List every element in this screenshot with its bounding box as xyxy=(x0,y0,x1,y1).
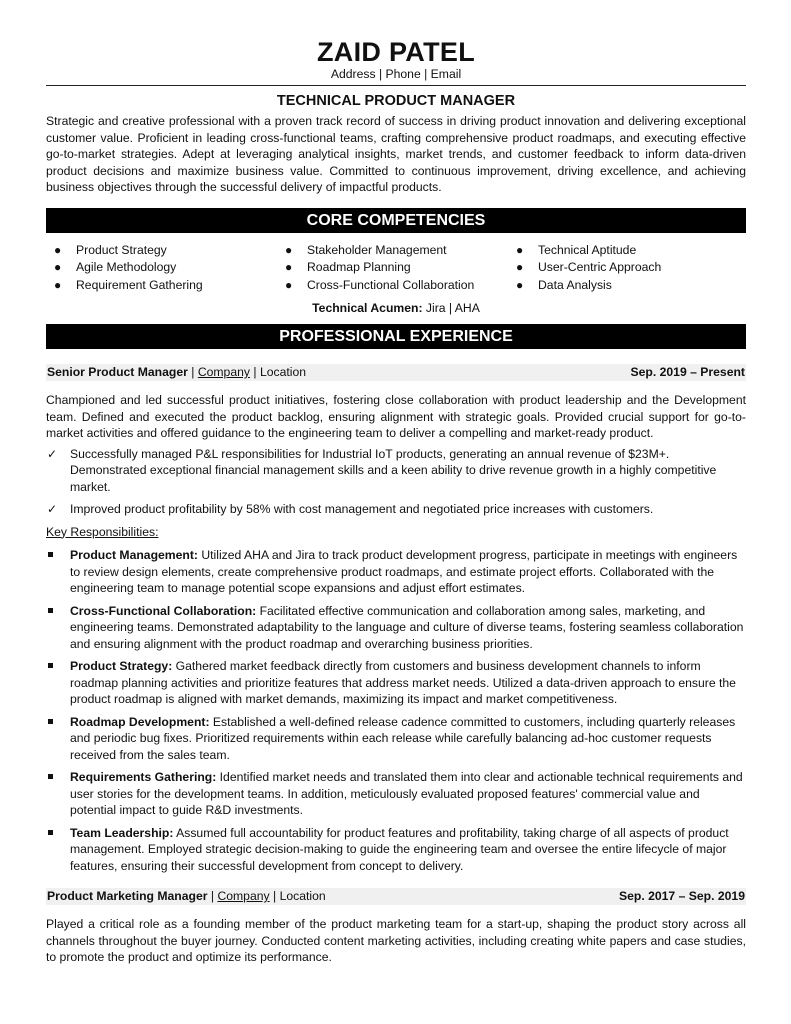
competency-item: ● Cross-Functional Collaboration xyxy=(284,277,515,295)
competency-item: ● Product Strategy xyxy=(53,242,284,260)
bullet-icon: ● xyxy=(516,277,524,292)
competencies-column-3 xyxy=(515,242,746,295)
responsibilities-list xyxy=(46,547,746,874)
competencies-column-1 xyxy=(53,242,284,295)
job-dates: Sep. 2019 – Present xyxy=(630,365,745,379)
technical-acumen-label: Technical Acumen: xyxy=(312,301,423,315)
job-dates: Sep. 2017 – Sep. 2019 xyxy=(618,889,745,903)
square-bullet-icon xyxy=(48,774,53,779)
competencies-column-2 xyxy=(284,242,515,295)
company-name: Company xyxy=(217,889,270,903)
responsibility-item: Product Management: Utilized AHA and Jira to track product development progress, participate in meetings with engineers to review design elements, create comprehensive product roadmaps, and estimate project efforts. Collaborated with the engineering team to manage potential scope expansions and adjust effort estimates. xyxy=(46,547,746,597)
bullet-icon: ● xyxy=(54,277,62,292)
job-header xyxy=(46,364,746,381)
professional-experience-heading: PROFESSIONAL EXPERIENCE xyxy=(46,324,746,349)
square-bullet-icon xyxy=(48,830,53,835)
core-competencies-heading: CORE COMPETENCIES xyxy=(46,208,746,233)
header-divider xyxy=(46,85,746,86)
competency-item: ● User-Centric Approach xyxy=(515,259,746,277)
competency-item: ● Technical Aptitude xyxy=(515,242,746,260)
job-header xyxy=(46,888,746,905)
responsibility-item: Cross-Functional Collaboration: Facilitated effective communication and collaboration among sales, marketing, and engineering teams. Demonstrated adaptability to the language and culture of diverse teams, fostering seamless collaboration and ensuring alignment with the product roadmap and overarching business priorities. xyxy=(46,603,746,653)
checkmark-icon: ✓ xyxy=(47,446,58,461)
professional-summary: Strategic and creative professional with a proven track record of success in driving product innovation and delivering exceptional customer value. Proficient in leading cross-functional teams, crafting comprehensive product roadmaps, and executing effective go-to-market strategies. Adept at leveraging analytical insights, market trends, and customer feedback to inform data-driven product decisions and maximize business value. Committed to continuous improvement, driving excellence, and achieving business objectives through the successful delivery of impactful products. xyxy=(46,114,746,194)
square-bullet-icon xyxy=(48,663,53,668)
square-bullet-icon xyxy=(48,719,53,724)
job-description: Championed and led successful product initiatives, fostering close collaboration with product leadership and the Development team. Defined and executed the product backlog, ensuring alignment with strategic goals. Provided crucial support for go-to-market activities and offered guidance to the engineering team to deliver a compelling and market-ready product. xyxy=(46,393,746,440)
bullet-icon: ● xyxy=(285,242,293,257)
competency-item: ● Agile Methodology xyxy=(53,259,284,277)
competency-item: ● Data Analysis xyxy=(515,277,746,295)
job-title: Product Marketing Manager xyxy=(47,889,208,903)
job-title-heading: TECHNICAL PRODUCT MANAGER xyxy=(276,93,516,109)
contact-line: Address | Phone | Email xyxy=(330,67,462,81)
bullet-icon: ● xyxy=(285,277,293,292)
responsibility-item: Roadmap Development: Established a well-defined release cadence committed to customers, including quarterly releases and periodic bug fixes. Prioritized requirements within each release while carefully balancing ad-hoc customer requests received from the sales team. xyxy=(46,714,746,764)
technical-acumen xyxy=(46,300,746,317)
competencies-grid xyxy=(46,242,746,295)
achievements-list xyxy=(46,446,746,518)
job-heading-left: Senior Product Manager | Company | Location xyxy=(47,365,307,379)
responsibility-item: Product Strategy: Gathered market feedback directly from customers and business development channels to inform roadmap planning activities and prioritize features that address market needs. Utilized a data-driven approach to ensure the product roadmap is aligned with market demands, maximizing its impact and market competitiveness. xyxy=(46,658,746,708)
achievement-item: ✓ Successfully managed P&L responsibilities for Industrial IoT products, generating an annual revenue of $23M+. Demonstrated exceptional financial management skills and a keen ability to drive revenue growth in a highly competitive market. xyxy=(47,446,717,494)
job-description: Played a critical role as a founding member of the product marketing team for a start-up, shaping the product story across all channels throughout the buyer journey. Conducted content marketing activities, including creating white papers and case studies, to promote the product and optimize its performance. xyxy=(46,917,746,964)
job-location: Location xyxy=(279,889,326,903)
bullet-icon: ● xyxy=(54,242,62,257)
bullet-icon: ● xyxy=(54,260,62,274)
responsibility-item: Team Leadership: Assumed full accountability for product features and profitability, taking charge of all aspects of product management. Employed strategic decision-making to guide the engineering team and oversee the entire lifecycle of major features, ensuring their successful development from concept to delivery. xyxy=(46,825,746,875)
technical-acumen-value: Jira | AHA xyxy=(422,301,480,315)
square-bullet-icon xyxy=(48,552,53,557)
key-responsibilities-label: Key Responsibilities: xyxy=(46,524,159,539)
checkmark-icon: ✓ xyxy=(47,502,58,516)
bullet-icon: ● xyxy=(285,260,293,274)
job-title: Senior Product Manager xyxy=(47,365,188,379)
competency-item: ● Stakeholder Management xyxy=(284,242,515,260)
achievement-item: ✓ Improved product profitability by 58% with cost management and negotiated price increases with customers. xyxy=(47,502,654,516)
bullet-icon: ● xyxy=(516,242,524,257)
bullet-icon: ● xyxy=(516,260,524,274)
responsibility-item: Requirements Gathering: Identified market needs and translated them into clear and actionable technical requirements and user stories for the development teams. In addition, meticulously evaluated proposed features' commercial value and potential impact to guide R&D investments. xyxy=(46,769,746,819)
job-heading-left: Product Marketing Manager | Company | Location xyxy=(47,889,326,903)
square-bullet-icon xyxy=(48,608,53,613)
job-location: Location xyxy=(259,365,307,379)
resume-page xyxy=(46,0,746,966)
competency-item: ● Roadmap Planning xyxy=(284,259,515,277)
candidate-name: ZAID PATEL xyxy=(317,37,475,67)
competency-item: ● Requirement Gathering xyxy=(53,277,284,295)
company-name: Company xyxy=(197,365,250,379)
